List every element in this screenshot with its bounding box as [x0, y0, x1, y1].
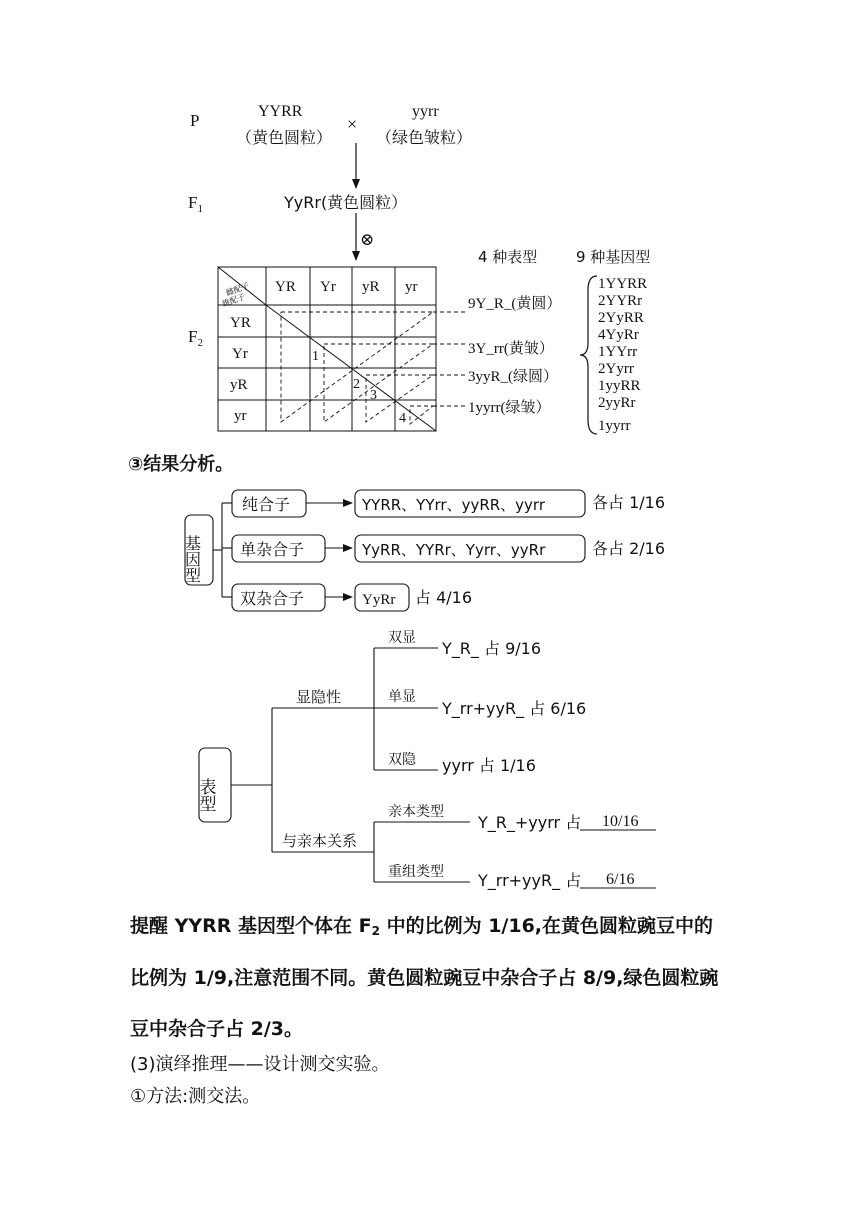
- genotype-brace: [580, 276, 597, 434]
- result-heading: ③结果分析。: [128, 454, 234, 475]
- marker-4: 4: [399, 411, 406, 426]
- row-header-3: yR: [230, 377, 248, 393]
- row-header-1: YR: [230, 315, 251, 331]
- genotype-item: 2yyRr: [598, 395, 636, 411]
- pheno-header: 4 种表型: [478, 248, 538, 266]
- marker-3: 3: [370, 388, 377, 403]
- cross-symbol: ×: [347, 114, 358, 134]
- method-line: ①方法:测交法。: [130, 1086, 261, 1107]
- f1-text: YyRr(黄色圆粒）: [284, 193, 408, 212]
- ratio-parental-type: 10/16: [602, 813, 639, 830]
- branch-single-hetero: 单杂合子: [240, 540, 305, 559]
- parent2-phenotype: （绿色皱粒）: [376, 128, 473, 147]
- row-header-4: yr: [234, 408, 247, 424]
- geno-header: 9 种基因型: [576, 248, 651, 266]
- label-double-recessive: 双隐: [388, 752, 416, 768]
- punnett-markers: [312, 349, 406, 426]
- corner-top-label: 雌配子: [224, 281, 251, 298]
- members-double-hetero: YyRr: [362, 592, 396, 608]
- ratio-homozygous: 各占 1/16: [592, 493, 666, 512]
- genotype-item: 2YyRR: [598, 310, 644, 326]
- col-header-yr-3: yR: [362, 279, 380, 295]
- members-homozygous: YYRR、YYrr、yyRR、yyrr: [362, 496, 545, 514]
- label-single-dominant: 单显: [388, 689, 416, 705]
- col-header-yr-2: Yr: [320, 279, 336, 295]
- ratio-double-hetero: 占 4/16: [415, 588, 473, 607]
- ratio-recombinant-type: 6/16: [606, 871, 635, 888]
- punnett-col-headers: [275, 279, 418, 295]
- genotype-item: 2YYRr: [598, 293, 643, 309]
- phenotype-item: 9Y_R_(黄圆）: [468, 296, 562, 312]
- parent2-genotype: yyrr: [412, 103, 439, 120]
- corner-bottom-label: 雄配子: [220, 292, 247, 309]
- svg-text:表型: 表型: [196, 778, 216, 812]
- section-3-heading: (3)演绎推理——设计测交实验。: [130, 1054, 390, 1075]
- genotype-item: 1YYRR: [598, 276, 648, 292]
- genotype-root: [183, 535, 201, 583]
- text-double-dominant: Y_R_ 占 9/16: [442, 639, 541, 658]
- genotype-item: 1yyrr: [598, 418, 631, 434]
- branch-double-hetero: 双杂合子: [240, 589, 305, 608]
- genotype-list: [598, 276, 647, 434]
- phenotype-root: [197, 778, 217, 812]
- text-single-dominant: Y_rr+yyR_ 占 6/16: [442, 699, 587, 718]
- genotype-root-1: 基因型: [182, 535, 200, 583]
- text-double-recessive: yyrr 占 1/16: [442, 756, 536, 775]
- reminder-line-2: 比例为 1/9,注意范围不同。黄色圆粒豌豆中杂合子占 8/9,绿色圆粒豌: [130, 967, 719, 989]
- ratio-single-hetero: 各占 2/16: [592, 539, 666, 558]
- marker-2: 2: [353, 377, 360, 392]
- genotype-item: 1yyRR: [598, 378, 641, 394]
- parent1-genotype: YYRR: [258, 103, 303, 120]
- f1-label: $F_1$: [188, 193, 203, 215]
- reminder-line-1: 提醒 YYRR 基因型个体在 $F_2$ 中的比例为 1/16,在黄色圆粒豌豆中的: [130, 915, 714, 938]
- col-header-yr-4: yr: [405, 279, 418, 295]
- genotype-item: 1YYrr: [598, 344, 638, 360]
- marker-1: 1: [312, 349, 319, 364]
- phenotype-item: 3yyR_(绿圆）: [468, 369, 559, 385]
- parent1-phenotype: （黄色圆粒）: [236, 128, 333, 147]
- p-label: P: [190, 111, 200, 130]
- group-parental: 与亲本关系: [282, 832, 358, 850]
- label-parental-type: 亲本类型: [388, 804, 444, 820]
- text-recombinant-type: Y_rr+yyR_ 占: [478, 871, 582, 890]
- reminder-line-3: 豆中杂合子占 2/3。: [130, 1018, 303, 1040]
- phenotype-tree: [196, 648, 656, 888]
- phenotype-item: 3Y_rr(黄皱）: [468, 341, 554, 357]
- text-parental-type: Y_R_+yyrr 占: [478, 813, 582, 832]
- genotype-item: 2Yyrr: [598, 361, 634, 377]
- punnett-row-headers: [230, 315, 251, 424]
- row-header-2: Yr: [232, 346, 248, 362]
- f2-label: $F_2$: [188, 327, 203, 349]
- phenotype-item: 1yyrr(绿皱）: [468, 400, 551, 416]
- selfing-symbol: ⊗: [360, 230, 375, 249]
- branch-homozygous: 纯合子: [242, 495, 291, 514]
- genotype-item: 4YyRr: [598, 327, 639, 343]
- phenotype-list: [468, 294, 561, 416]
- label-recombinant-type: 重组类型: [388, 864, 444, 880]
- label-double-dominant: 双显: [388, 630, 416, 646]
- col-header-yr-1: YR: [275, 279, 296, 295]
- group-dominance: 显隐性: [296, 688, 342, 706]
- members-single-hetero: YyRR、YYRr、Yyrr、yyRr: [362, 541, 546, 559]
